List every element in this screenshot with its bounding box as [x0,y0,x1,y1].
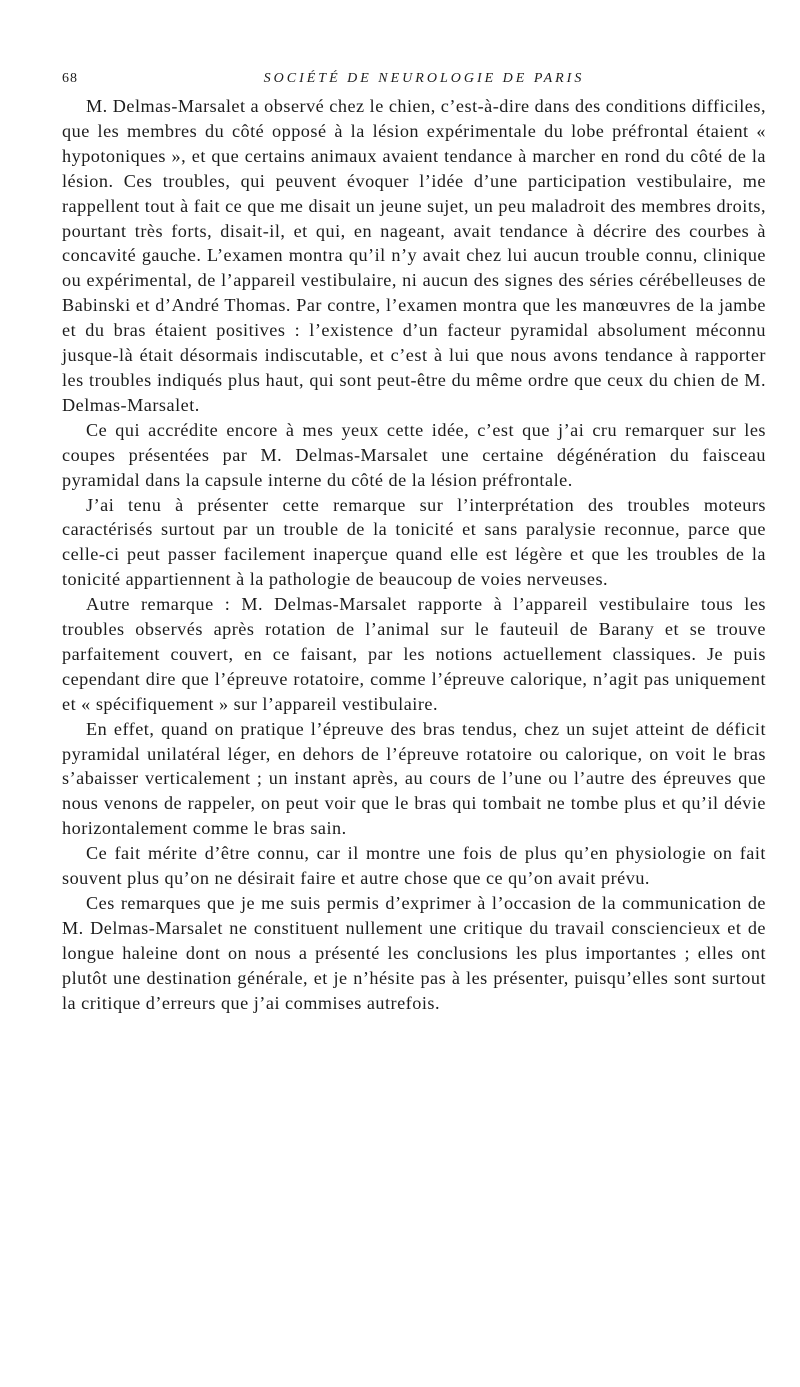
paragraph: J’ai tenu à présenter cette remarque sur l’interprétation des troubles moteurs caractérisés surtout par un trouble de la tonicité et sans paralysie reconnue, parce que celle-ci peut passer facilement inaperçue quand elle est légère et que les troubles de la tonicité appartiennent à la pathologie de beaucoup de voies nerveuses. [62,494,766,590]
running-head: SOCIÉTÉ DE NEUROLOGIE DE PARIS [263,71,585,86]
paragraph: Ces remarques que je me suis permis d’exprimer à l’occasion de la communication de M. Delmas-Marsalet ne constituent nullement une critique du travail consciencieux et de longue haleine dont on nous a présenté les conclusions les plus importantes ; elles ont plutôt une destination générale, et je n’hésite pas à les présenter, puisqu’elles sont surtout la critique d’erreurs que j’ai commises autrefois. [62,893,766,1013]
paragraph: M. Delmas-Marsalet a observé chez le chien, c’est-à-dire dans des conditions difficiles, que les membres du côté opposé à la lésion expérimentale du lobe préfrontal étaient « hypotoniques », et que certains animaux avaient tendance à marcher en rond du côté de la lésion. Ces troubles, qui peuvent évoquer l’idée d’une participation vestibulaire, me rappellent tout à fait ce que me disait un jeune sujet, un peu maladroit des membres droits, pourtant très forts, disait-il, et qui, en nageant, avait tendance à décrire des courbes à concavité gauche. L’examen montra qu’il n’y avait chez lui aucun trouble connu, clinique ou expérimental, de l’appareil vestibulaire, ni aucun des signes des séries cérébelleuses de Babinski et d’André Thomas. Par contre, l’examen montra que les manœuvres de la jambe et du bras étaient positives : l’existence d’un facteur pyramidal absolument méconnu jusque-là était désormais indiscutable, et c’est à lui que nous avons tendance à rapporter les troubles indiqués plus haut, qui sont peut-être du même ordre que ceux du chien de M. Delmas-Marsalet. [62,96,766,415]
paragraph: Autre remarque : M. Delmas-Marsalet rapporte à l’appareil vestibulaire tous les troubles observés après rotation de l’animal sur le fauteuil de Barany et se trouve parfaitement couvert, en ce faisant, par les notions actuellement classiques. Je puis cependant dire que l’épreuve rotatoire, comme l’épreuve calorique, n’agit pas uniquement et « spécifiquement » sur l’appareil vestibulaire. [62,594,766,714]
paragraph: Ce fait mérite d’être connu, car il montre une fois de plus qu’en physiologie on fait souvent plus qu’on ne désirait faire et autre chose que ce qu’on avait prévu. [62,843,766,889]
page-header [62,71,762,93]
paragraph: En effet, quand on pratique l’épreuve des bras tendus, chez un sujet atteint de déficit pyramidal unilatéral léger, en dehors de l’épreuve rotatoire ou calorique, on voit le bras s’abaisser verticalement ; un instant après, au cours de l’une ou l’autre des épreuves que nous venons de rappeler, on peut voir que le bras qui tombait ne tombe plus et qu’il dévie horizontalement comme le bras sain. [62,718,766,839]
body-text [62,94,766,1016]
page-number: 68 [62,71,78,86]
paragraph: Ce qui accrédite encore à mes yeux cette idée, c’est que j’ai cru remarquer sur les coupes présentées par M. Delmas-Marsalet une certaine dégénération du faisceau pyramidal dans la capsule interne du côté de la lésion préfrontale. [62,419,766,490]
